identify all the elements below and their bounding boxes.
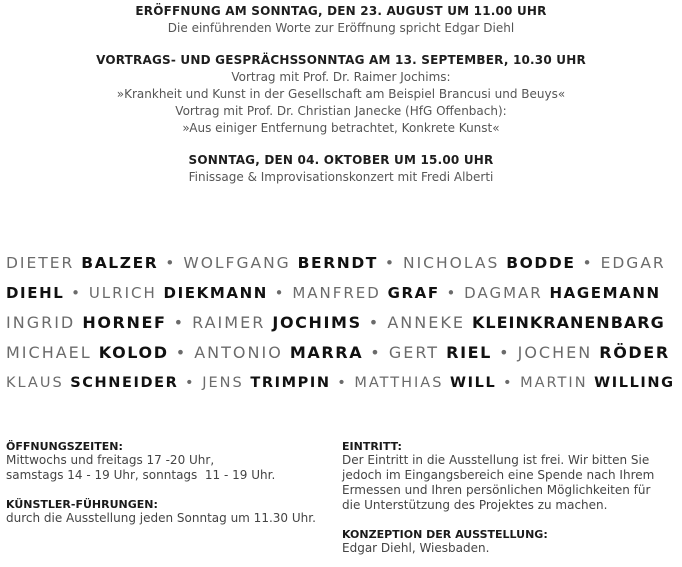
artist-row: [6, 338, 682, 368]
artist-tours-heading: KÜNSTLER-FÜHRUNGEN:: [6, 498, 158, 511]
artist-last-name: GRAF: [387, 284, 440, 302]
concept-heading: KONZEPTION DER AUSSTELLUNG:: [342, 528, 548, 541]
admission-line: Ermessen und Ihren persönlichen Möglichkeiten für: [342, 483, 651, 497]
artist-first-name: EDGAR: [600, 254, 666, 272]
artist-tours: [6, 498, 336, 526]
opening-hours: [6, 440, 336, 483]
separator-dot: •: [370, 343, 382, 362]
separator-dot: •: [274, 284, 286, 302]
admission-line: jedoch im Eingangsbereich eine Spende nach Ihrem: [342, 468, 655, 482]
artist-first-name: JENS: [202, 375, 244, 391]
artist-last-name: WILLING: [594, 375, 675, 391]
opening-hours-heading: ÖFFNUNGSZEITEN:: [6, 440, 123, 453]
artist-last-name: RIEL: [446, 343, 492, 362]
event-line: Vortrag mit Prof. Dr. Raimer Jochims:: [231, 70, 451, 84]
event-line: »Krankheit und Kunst in der Gesellschaft am Beispiel Brancusi und Beuys«: [116, 87, 566, 101]
separator-dot: •: [185, 375, 196, 391]
artist-first-name: JOCHEN: [517, 343, 593, 362]
separator-dot: •: [446, 284, 458, 302]
artist-last-name: BALZER: [81, 254, 159, 272]
artist-first-name: ULRICH: [88, 284, 157, 302]
artist-tours-line: durch die Ausstellung jeden Sonntag um 11.30 Uhr.: [6, 511, 316, 525]
artist-last-name: KLEINKRANENBARG: [472, 313, 665, 332]
artist-row: [6, 308, 682, 338]
artist-first-name: DAGMAR: [464, 284, 543, 302]
opening-hours-line: samstags 14 - 19 Uhr, sonntags 11 - 19 Uhr.: [6, 468, 276, 482]
artist-last-name: JOCHIMS: [272, 313, 362, 332]
artist-last-name: MARRA: [289, 343, 364, 362]
artist-last-name: BERNDT: [297, 254, 378, 272]
artist-first-name: MANFRED: [292, 284, 381, 302]
artist-first-name: MATTHIAS: [354, 375, 444, 391]
artist-last-name: HORNEF: [82, 313, 167, 332]
concept-line: Edgar Diehl, Wiesbaden.: [342, 541, 490, 555]
separator-dot: •: [502, 375, 514, 391]
info-right-column: [342, 440, 678, 556]
exhibition-concept: [342, 528, 678, 556]
admission-line: die Unterstützung des Projektes zu machen.: [342, 498, 608, 512]
artist-first-name: KLAUS: [6, 375, 64, 391]
separator-dot: •: [165, 254, 177, 272]
artist-list: [6, 248, 682, 398]
separator-dot: •: [71, 284, 83, 302]
separator-dot: •: [175, 343, 188, 362]
separator-dot: •: [368, 313, 381, 332]
artist-first-name: MICHAEL: [6, 343, 92, 362]
event-title: ERÖFFNUNG AM SONNTAG, DEN 23. AUGUST UM 11.00 UHR: [135, 4, 547, 18]
admission: [342, 440, 678, 513]
artist-first-name: WOLFGANG: [183, 254, 291, 272]
events-section: [0, 0, 682, 186]
info-left-column: [6, 440, 336, 526]
event-line: Finissage & Improvisationskonzert mit Fredi Alberti: [188, 170, 494, 184]
event-line: »Aus einiger Entfernung betrachtet, Konkrete Kunst«: [182, 121, 500, 135]
event-line: Die einführenden Worte zur Eröffnung spricht Edgar Diehl: [167, 21, 515, 35]
artist-first-name: INGRID: [6, 313, 76, 332]
event-finissage: [0, 152, 682, 186]
event-lectures: [0, 52, 682, 137]
artist-last-name: DIEHL: [6, 284, 65, 302]
event-opening: [0, 3, 682, 37]
artist-first-name: GERT: [388, 343, 440, 362]
separator-dot: •: [499, 343, 511, 362]
artist-first-name: RAIMER: [192, 313, 266, 332]
event-line: Vortrag mit Prof. Dr. Christian Janecke (HfG Offenbach):: [175, 104, 507, 118]
artist-first-name: MARTIN: [520, 375, 588, 391]
separator-dot: •: [337, 375, 348, 391]
artist-last-name: RÖDER: [599, 343, 670, 362]
opening-hours-line: Mittwochs und freitags 17 -20 Uhr,: [6, 453, 215, 467]
event-title: SONNTAG, DEN 04. OKTOBER UM 15.00 UHR: [188, 153, 494, 167]
artist-last-name: BODDE: [506, 254, 576, 272]
admission-heading: EINTRITT:: [342, 440, 402, 453]
artist-first-name: NICHOLAS: [403, 254, 500, 272]
artist-last-name: HAGEMANN: [549, 284, 661, 302]
admission-line: Der Eintritt in die Ausstellung ist frei. Wir bitten Sie: [342, 453, 650, 467]
artist-last-name: KOLOD: [98, 343, 169, 362]
artist-first-name: ANNEKE: [387, 313, 465, 332]
separator-dot: •: [173, 313, 186, 332]
artist-row: [6, 278, 682, 308]
artist-last-name: DIEKMANN: [163, 284, 268, 302]
separator-dot: •: [582, 254, 594, 272]
event-title: VORTRAGS- UND GESPRÄCHSSONNTAG AM 13. SEPTEMBER, 10.30 UHR: [96, 53, 586, 67]
artist-first-name: DIETER: [6, 254, 75, 272]
artist-row: [6, 368, 682, 398]
artist-first-name: ANTONIO: [194, 343, 283, 362]
artist-last-name: SCHNEIDER: [70, 375, 179, 391]
separator-dot: •: [384, 254, 397, 272]
artist-last-name: TRIMPIN: [250, 375, 331, 391]
artist-last-name: WILL: [450, 375, 497, 391]
artist-row: [6, 248, 682, 278]
